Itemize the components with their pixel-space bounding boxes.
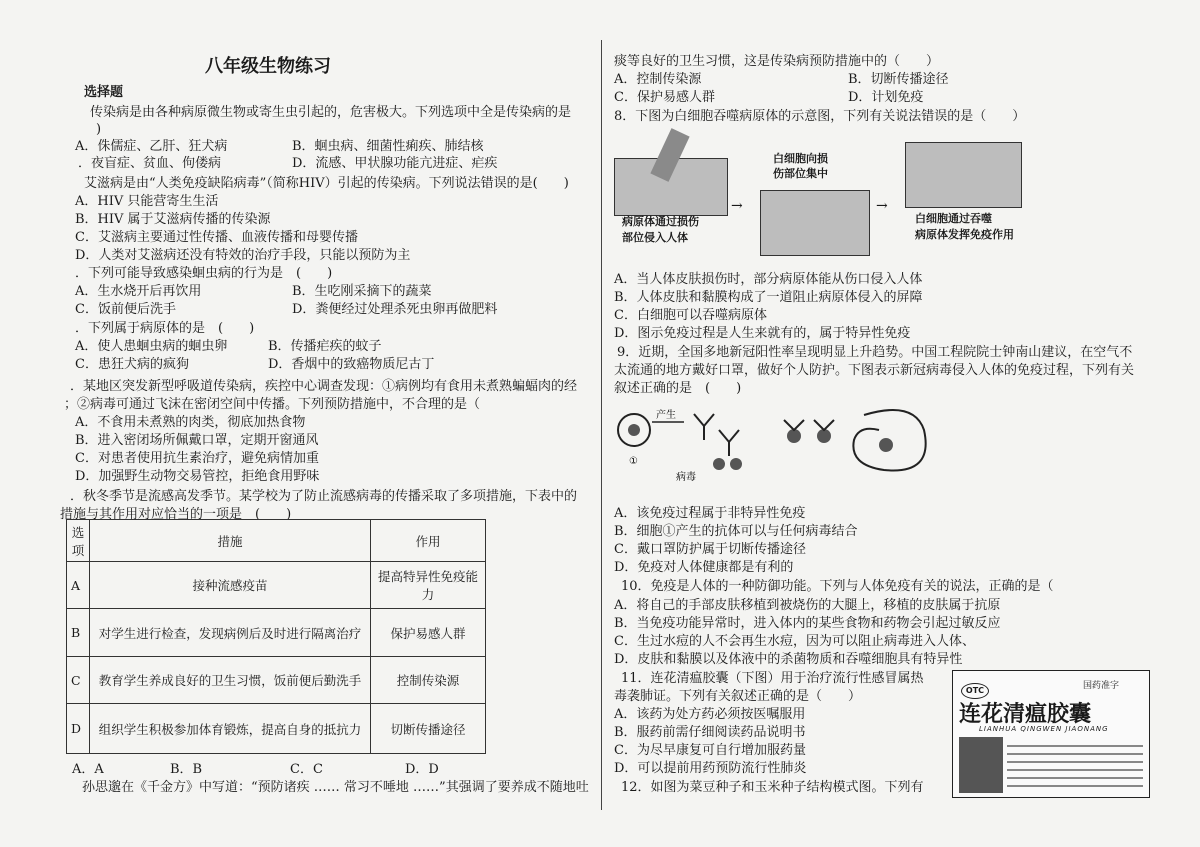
table-header-cell: 选项 bbox=[67, 520, 90, 562]
q8-option-c: C．白细胞可以吞噬病原体 bbox=[614, 308, 767, 323]
q1-option-c: ．夜盲症、贫血、佝偻病 bbox=[78, 156, 222, 171]
q8-option-b: B．人体皮肤和黏膜构成了一道阻止病原体侵入的屏障 bbox=[614, 290, 923, 305]
table-header-row bbox=[67, 520, 486, 562]
q7-stem-cont: 痰等良好的卫生习惯，这是传染病预防措施中的（ ） bbox=[614, 54, 940, 69]
q3-option-a: A．生水烧开后再饮用 bbox=[75, 284, 202, 299]
table-header-cell: 作用 bbox=[371, 520, 486, 562]
fig8-label-left-2: 部位侵入人体 bbox=[622, 231, 688, 244]
fig9-label-produce: 产生 bbox=[656, 410, 676, 421]
q5-stem: ．某地区突发新型呼吸道传染病，疾控中心调查发现：①病例均有食用未煮熟蝙蝠肉的经 bbox=[70, 379, 578, 394]
q2-option-b: B．HIV 属于艾滋病传播的传染源 bbox=[75, 212, 271, 227]
q3-option-d: D．粪便经过处理杀死虫卵再做肥料 bbox=[292, 302, 498, 317]
drug-plant-graphic bbox=[959, 737, 1003, 793]
table-cell: 切断传播途径 bbox=[371, 704, 486, 754]
q9-option-c: C．戴口罩防护属于切断传播途径 bbox=[614, 542, 806, 557]
q4-option-a: A．使人患蛔虫病的蛔虫卵 bbox=[75, 339, 228, 354]
antibody-shape bbox=[694, 414, 714, 440]
drug-name: 连花清瘟胶囊 bbox=[959, 702, 1092, 727]
drug-box-image bbox=[952, 670, 1150, 798]
q5-option-d: D．加强野生动物交易管控，拒绝食用野味 bbox=[75, 469, 320, 484]
q7-option-a: A．控制传染源 bbox=[614, 72, 702, 87]
q2-option-a: A．HIV 只能营寄生生活 bbox=[75, 194, 219, 209]
q3-stem: ．下列可能导致感染蛔虫病的行为是 ( ) bbox=[75, 266, 333, 281]
q6-option-a: A．A bbox=[72, 762, 104, 777]
table-cell: 接种流感疫苗 bbox=[90, 562, 371, 609]
q9-option-b: B．细胞①产生的抗体可以与任何病毒结合 bbox=[614, 524, 858, 539]
q5-option-a: A．不食用未煮熟的肉类，彻底加热食物 bbox=[75, 415, 306, 430]
figure-panel-cell-gathering bbox=[760, 190, 870, 256]
fig8-label-left-1: 病原体通过损伤 bbox=[622, 215, 699, 228]
drug-approval-tag: 国药准字 bbox=[1083, 681, 1120, 691]
fig8-label-top-2: 伤部位集中 bbox=[773, 167, 828, 180]
q1-stem-cont: ) bbox=[96, 122, 102, 137]
q1-option-a: A．侏儒症、乙肝、狂犬病 bbox=[75, 139, 228, 154]
q5-option-b: B．进入密闭场所佩戴口罩，定期开窗通风 bbox=[75, 433, 319, 448]
q10-option-a: A．将自己的手部皮肤移植到被烧伤的大腿上，移植的皮肤属于抗原 bbox=[614, 598, 1001, 613]
column-divider bbox=[601, 40, 602, 810]
q6-stem-cont: 措施与其作用对应恰当的一项是 ( ) bbox=[60, 507, 292, 522]
q4-stem: ．下列属于病原体的是 ( ) bbox=[75, 321, 255, 336]
q11-stem-cont: 毒袭肺证。下列有关叙述正确的是（ ） bbox=[614, 689, 862, 704]
fig8-label-top-1: 白细胞向损 bbox=[773, 152, 828, 165]
q11-option-b: B．服药前需仔细阅读药品说明书 bbox=[614, 725, 806, 740]
q7-option-d: D．计划免疫 bbox=[848, 90, 924, 105]
antibody-shape bbox=[784, 420, 834, 430]
q11-option-c: C．为尽早康复可自行增加服药量 bbox=[614, 743, 806, 758]
q5-stem-cont: ；②病毒可通过飞沫在密闭空间中传播。下列预防措施中，不合理的是（ bbox=[64, 397, 507, 412]
table-cell: 组织学生积极参加体育锻炼，提高自身的抵抗力 bbox=[90, 704, 371, 754]
q11-option-d: D．可以提前用药预防流行性肺炎 bbox=[614, 761, 807, 776]
table-cell: 教育学生养成良好的卫生习惯，饭前便后勤洗手 bbox=[90, 657, 371, 704]
q4-option-c: C．患狂犬病的疯狗 bbox=[75, 357, 189, 372]
q6-table bbox=[66, 519, 486, 754]
virus-shape bbox=[713, 458, 725, 470]
drug-pinyin: LIANHUA QINGWEN JIAONANG bbox=[979, 725, 1109, 733]
q6-option-b: B．B bbox=[170, 762, 203, 777]
q2-option-c: C．艾滋病主要通过性传播、血液传播和母婴传播 bbox=[75, 230, 358, 245]
q9-option-d: D．免疫对人体健康都是有利的 bbox=[614, 560, 794, 575]
q6-option-d: D．D bbox=[405, 762, 439, 777]
q6-stem: ．秋冬季节是流感高发季节。某学校为了防止流感病毒的传播采取了多项措施，下表中的 bbox=[70, 489, 578, 504]
q10-stem: 10．免疫是人体的一种防御功能。下列与人体免疫有关的说法，正确的是（ bbox=[621, 579, 1054, 594]
table-cell: 控制传染源 bbox=[371, 657, 486, 704]
q1-option-b: B．蛔虫病、细菌性痢疾、肺结核 bbox=[292, 139, 484, 154]
q8-stem: 8．下图为白细胞吞噬病原体的示意图，下列有关说法错误的是（ ） bbox=[614, 109, 1026, 124]
q3-option-b: B．生吃刚采摘下的蔬菜 bbox=[292, 284, 432, 299]
q3-option-c: C．饭前便后洗手 bbox=[75, 302, 176, 317]
q9-stem: 9．近期，全国多地新冠阳性率呈现明显上升趋势。中国工程院院士钟南山建议，在空气不 bbox=[617, 345, 1133, 360]
fig9-label-cell: ① bbox=[629, 456, 638, 467]
drug-description-text-block bbox=[1007, 739, 1143, 791]
q10-option-d: D．皮肤和黏膜以及体液中的杀菌物质和吞噬细胞具有特异性 bbox=[614, 652, 963, 667]
q10-option-c: C．生过水痘的人不会再生水痘，因为可以阻止病毒进入人体、 bbox=[614, 634, 975, 649]
q5-option-c: C．对患者使用抗生素治疗，避免病情加重 bbox=[75, 451, 319, 466]
q2-option-d: D．人类对艾滋病还没有特效的治疗手段，只能以预防为主 bbox=[75, 248, 411, 263]
table-cell: D bbox=[67, 704, 90, 754]
table-header-cell: 措施 bbox=[90, 520, 371, 562]
q8-option-d: D．图示免疫过程是人生来就有的，属于特异性免疫 bbox=[614, 326, 911, 341]
arrow-icon: → bbox=[876, 198, 888, 214]
q7-option-c: C．保护易感人群 bbox=[614, 90, 715, 105]
table-cell: C bbox=[67, 657, 90, 704]
table-row bbox=[67, 562, 486, 609]
table-row bbox=[67, 657, 486, 704]
q4-option-b: B．传播疟疾的蚊子 bbox=[268, 339, 382, 354]
table-row bbox=[67, 609, 486, 657]
arrow-icon: → bbox=[731, 198, 743, 214]
table-cell: 对学生进行检查，发现病例后及时进行隔离治疗 bbox=[90, 609, 371, 657]
page-title: 八年级生物练习 bbox=[205, 56, 331, 77]
cell-nucleus-shape bbox=[628, 424, 640, 436]
table-cell: B bbox=[67, 609, 90, 657]
q8-option-a: A．当人体皮肤损伤时，部分病原体能从伤口侵入人体 bbox=[614, 272, 923, 287]
q7-option-b: B．切断传播途径 bbox=[848, 72, 949, 87]
virus-shape bbox=[879, 438, 893, 452]
fig9-label-virus: 病毒 bbox=[676, 472, 696, 483]
figure-panel-phagocytosis bbox=[905, 142, 1022, 208]
q6-option-c: C．C bbox=[290, 762, 323, 777]
virus-shape bbox=[730, 458, 742, 470]
q9-stem-cont: 太流通的地方戴好口罩，做好个人防护。下图表示新冠病毒侵入人体的免疫过程，下列有关 bbox=[614, 363, 1135, 378]
q1-stem: 传染病是由各种病原微生物或寄生虫引起的，危害极大。下列选项中全是传染病的是 bbox=[90, 105, 572, 120]
q9-option-a: A．该免疫过程属于非特异性免疫 bbox=[614, 506, 806, 521]
fig8-label-right-2: 病原体发挥免疫作用 bbox=[915, 228, 1014, 241]
q11-stem: 11．连花清瘟胶囊（下图）用于治疗流行性感冒属热 bbox=[621, 671, 924, 686]
table-cell: 保护易感人群 bbox=[371, 609, 486, 657]
q11-option-a: A．该药为处方药必须按医嘱服用 bbox=[614, 707, 806, 722]
table-cell: 提高特异性免疫能力 bbox=[371, 562, 486, 609]
table-cell: A bbox=[67, 562, 90, 609]
q10-option-b: B．当免疫功能异常时，进入体内的某些食物和药物会引起过敏反应 bbox=[614, 616, 1001, 631]
fig8-label-right-1: 白细胞通过吞噬 bbox=[915, 212, 992, 225]
q4-option-d: D．香烟中的致癌物质尼古丁 bbox=[268, 357, 435, 372]
table-row bbox=[67, 704, 486, 754]
section-heading: 选择题 bbox=[84, 85, 124, 100]
q1-option-d: D．流感、甲状腺功能亢进症、疟疾 bbox=[292, 156, 498, 171]
antibody-shape bbox=[719, 430, 739, 456]
q2-stem: 艾滋病是由“人类免疫缺陷病毒”（简称HIV）引起的传染病。下列说法错误的是( ) bbox=[84, 176, 569, 191]
q7-stem: 孙思邈在《千金方》中写道：“预防诸疾 …… 常习不唾地 ……”其强调了要养成不随地吐 bbox=[82, 780, 589, 795]
otc-badge: OTC bbox=[961, 683, 989, 699]
q9-immune-figure bbox=[614, 400, 944, 488]
q12-stem: 12．如图为菜豆种子和玉米种子结构模式图。下列有 bbox=[621, 780, 924, 795]
q9-stem-cont-2: 叙述正确的是 ( ) bbox=[614, 381, 742, 396]
